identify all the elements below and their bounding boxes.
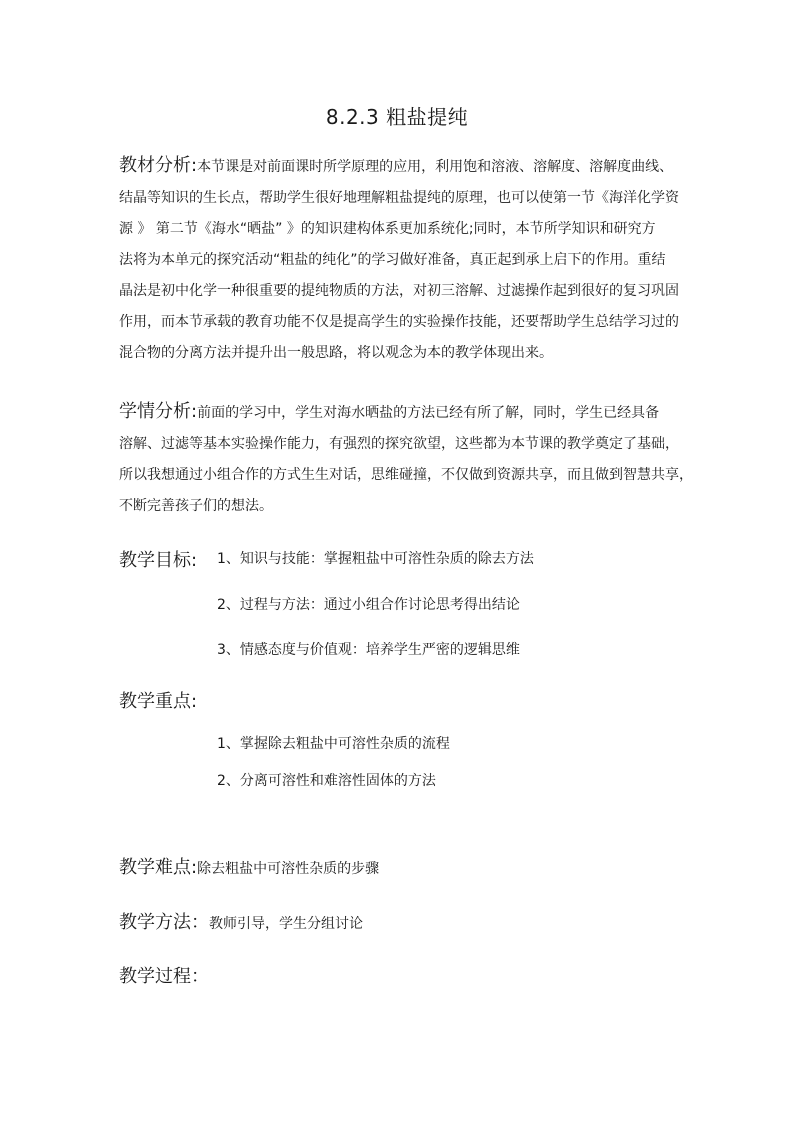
- difficult-points-text: 除去粗盐中可溶性杂质的步骤: [197, 861, 380, 877]
- teaching-goal-item: 1、知识与技能：掌握粗盐中可溶性杂质的除去方法: [217, 551, 534, 567]
- textbook-analysis-label: 教材分析:: [119, 155, 198, 176]
- key-point-item: 2、分离可溶性和难溶性固体的方法: [217, 773, 436, 789]
- teaching-goal-item: 3、情感态度与价值观：培养学生严密的逻辑思维: [217, 642, 520, 658]
- student-analysis-line: 前面的学习中，学生对海水晒盐的方法已经有所了解，同时，学生已经具备: [197, 405, 660, 421]
- textbook-analysis-line: 法将为本单元的探究活动“粗盐的纯化”的学习做好准备，真正起到承上启下的作用。重结: [119, 252, 666, 268]
- teaching-goals-label: 教学目标:: [119, 550, 198, 571]
- textbook-analysis-line: 作用，而本节承载的教育功能不仅是提高学生的实验操作技能，还要帮助学生总结学习过的: [119, 314, 679, 330]
- key-point-item: 1、掌握除去粗盐中可溶性杂质的流程: [217, 736, 450, 752]
- page-title: 8.2.3 粗盐提纯: [325, 105, 469, 129]
- textbook-analysis-line: 混合物的分离方法并提升出一般思路，将以观念为本的教学体现出来。: [119, 345, 553, 361]
- difficult-points-label: 教学难点:: [119, 857, 198, 878]
- student-analysis-line: 不断完善孩子们的想法。: [119, 498, 273, 514]
- student-analysis-line: 溶解、过滤等基本实验操作能力，有强烈的探究欲望，这些都为本节课的教学奠定了基础，: [119, 436, 679, 452]
- textbook-analysis-line: 源 》 第二节《海水“晒盐” 》的知识建构体系更加系统化;同时，本节所学知识和研究方: [119, 221, 656, 237]
- teaching-process-label: 教学过程：: [119, 966, 209, 987]
- textbook-analysis-line: 结晶等知识的生长点，帮助学生很好地理解粗盐提纯的原理，也可以使第一节《海洋化学资: [119, 190, 679, 206]
- textbook-analysis-line: 晶法是初中化学一种很重要的提纯物质的方法，对初三溶解、过滤操作起到很好的复习巩固: [119, 283, 679, 299]
- key-points-label: 教学重点:: [119, 691, 198, 712]
- textbook-analysis-line: 本节课是对前面课时所学原理的应用，利用饱和溶液、溶解度、溶解度曲线、: [197, 159, 674, 175]
- difficult-points-row: [119, 853, 379, 879]
- student-analysis-label: 学情分析:: [119, 401, 198, 422]
- teaching-method-label: 教学方法：: [119, 912, 209, 933]
- teaching-method-text: 教师引导，学生分组讨论: [209, 916, 363, 932]
- teaching-method-row: [119, 908, 363, 934]
- teaching-goal-item: 2、过程与方法：通过小组合作讨论思考得出结论: [217, 597, 520, 613]
- student-analysis-section: [119, 396, 693, 522]
- student-analysis-line: 所以我想通过小组合作的方式生生对话，思维碰撞，不仅做到资源共享，而且做到智慧共享，: [119, 467, 693, 483]
- textbook-analysis-section: [119, 150, 681, 369]
